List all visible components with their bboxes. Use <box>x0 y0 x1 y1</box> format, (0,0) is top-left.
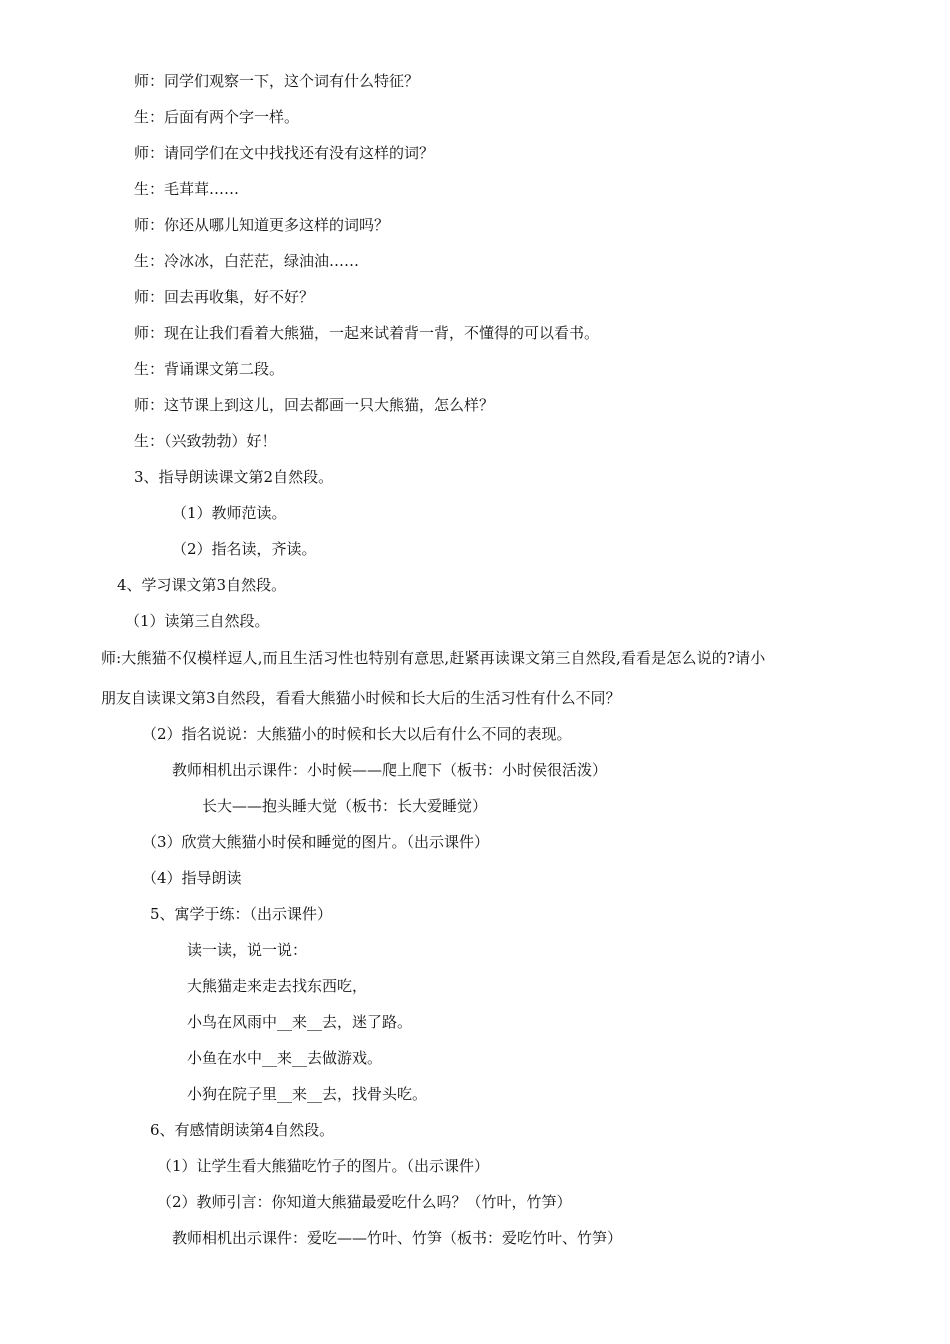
exercise-line: 读一读，说一说： <box>187 941 308 959</box>
dialogue-line: 师：你还从哪儿知道更多这样的词吗？ <box>134 216 390 234</box>
list-item: （1）读第三自然段。 <box>125 612 270 630</box>
list-item: （1）让学生看大熊猫吃竹子的图片。（出示课件） <box>157 1157 490 1175</box>
section-heading: 5、寓学于练：（出示课件） <box>150 905 333 923</box>
dialogue-line: 师：这节课上到这儿，回去都画一只大熊猫，怎么样？ <box>134 396 495 414</box>
list-item: （1）教师范读。 <box>172 504 287 522</box>
section-heading: 3、指导朗读课文第2自然段。 <box>134 468 334 486</box>
dialogue-line: 师：请同学们在文中找找还有没有这样的词？ <box>134 144 435 162</box>
dialogue-line: 生：背诵课文第二段。 <box>134 360 285 378</box>
courseware-line: 教师相机出示课件：爱吃——竹叶、竹笋（板书：爱吃竹叶、竹笋） <box>172 1229 623 1247</box>
courseware-line: 长大——抱头睡大觉（板书：长大爱睡觉） <box>202 797 488 815</box>
dialogue-line: 师：同学们观察一下，这个词有什么特征？ <box>134 72 420 90</box>
section-heading: 6、有感情朗读第4自然段。 <box>150 1121 335 1139</box>
dialogue-line: 生：冷冰冰，白茫茫，绿油油…… <box>134 252 360 270</box>
list-item: （3）欣赏大熊猫小时侯和睡觉的图片。（出示课件） <box>142 833 490 851</box>
list-item: （2）教师引言：你知道大熊猫最爱吃什么吗？（竹叶，竹笋） <box>157 1193 572 1211</box>
dialogue-line: 师：回去再收集，好不好？ <box>134 288 315 306</box>
list-item: （4）指导朗读 <box>142 869 242 887</box>
exercise-line: 大熊猫走来走去找东西吃， <box>187 977 368 995</box>
courseware-line: 教师相机出示课件：小时候——爬上爬下（板书：小时侯很活泼） <box>172 761 608 779</box>
section-heading: 4、学习课文第3自然段。 <box>117 576 287 594</box>
dialogue-line: 生：（兴致勃勃）好！ <box>134 432 277 450</box>
exercise-line: 小鱼在水中__来__去做游戏。 <box>187 1049 383 1067</box>
dialogue-line: 生：后面有两个字一样。 <box>134 108 300 126</box>
dialogue-line: 师：现在让我们看着大熊猫，一起来试着背一背，不懂得的可以看书。 <box>134 324 600 342</box>
list-item: （2）指名读，齐读。 <box>172 540 317 558</box>
exercise-line: 小狗在院子里__来__去，找骨头吃。 <box>187 1085 428 1103</box>
dialogue-line: 生：毛茸茸…… <box>134 180 240 198</box>
exercise-line: 小鸟在风雨中__来__去，迷了路。 <box>187 1013 413 1031</box>
paragraph-line: 师:大熊猫不仅模样逗人,而且生活习性也特别有意思,赶紧再读课文第三自然段,看看是怎么说的?请小 <box>101 649 766 667</box>
paragraph-line: 朋友自读课文第3自然段，看看大熊猫小时候和长大后的生活习性有什么不同？ <box>101 689 621 707</box>
list-item: （2）指名说说：大熊猫小的时候和长大以后有什么不同的表现。 <box>142 725 572 743</box>
